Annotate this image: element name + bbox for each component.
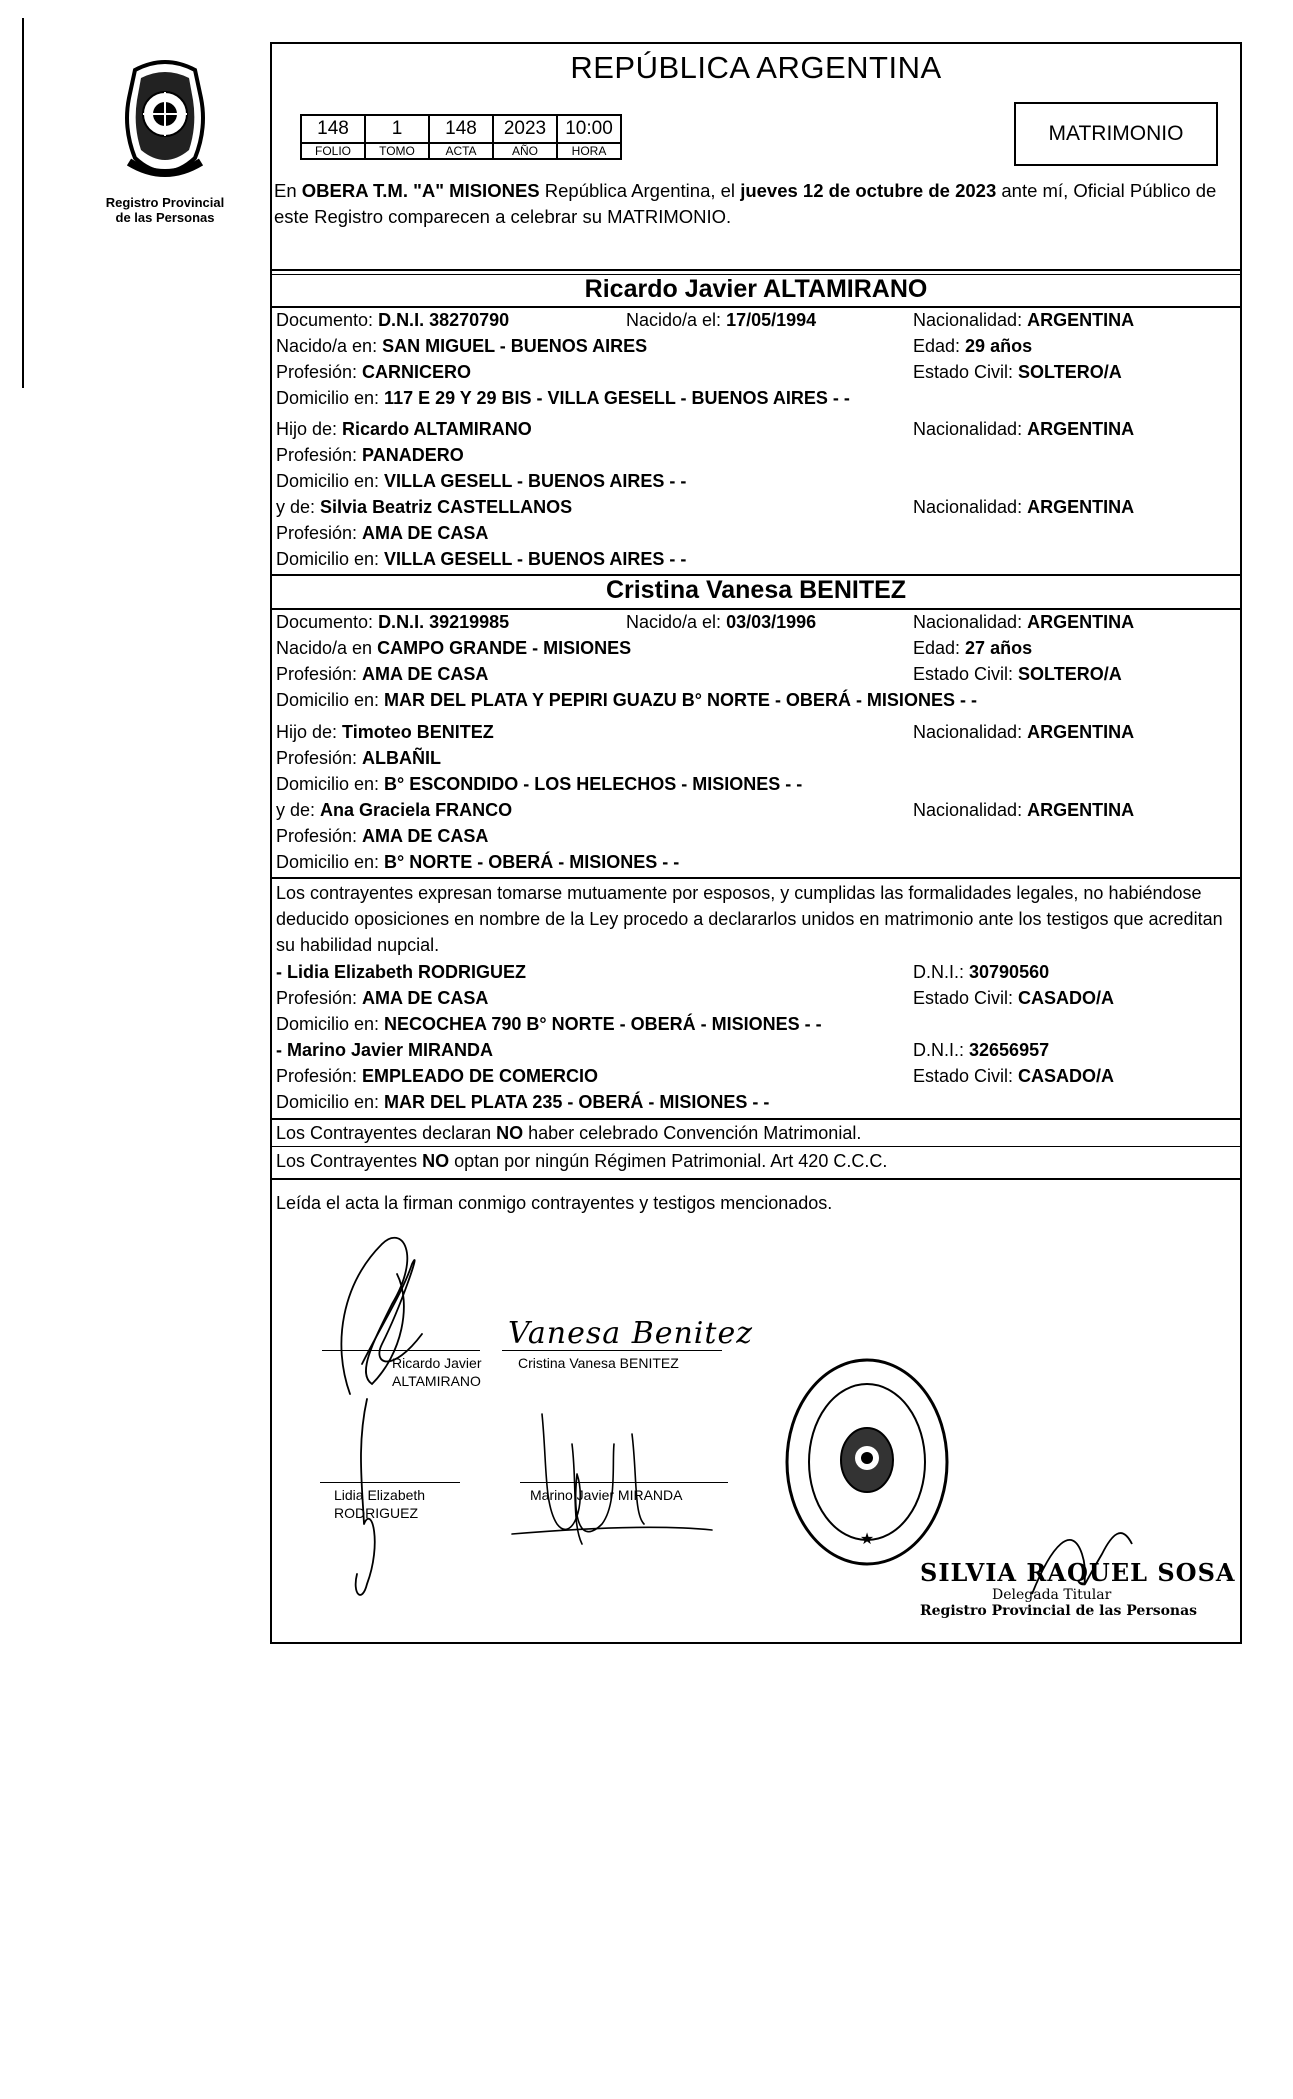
- spouse2-mother-profession: AMA DE CASA: [362, 826, 489, 846]
- spouse1-father-profession-row: [276, 442, 1240, 468]
- witness2-profession: EMPLEADO DE COMERCIO: [362, 1066, 599, 1086]
- convention-no: NO: [496, 1123, 524, 1143]
- witness1-sig-line2: RODRIGUEZ: [334, 1505, 418, 1521]
- official-role: Delegada Titular: [992, 1587, 1112, 1603]
- convention-text: Los Contrayentes declaran: [276, 1123, 497, 1143]
- label-domicilio: Domicilio en:: [276, 471, 385, 491]
- intro-part2: República Argentina, el: [539, 180, 741, 201]
- label-estado-civil: Estado Civil:: [913, 362, 1019, 382]
- label-hijo-de: Hijo de:: [276, 419, 343, 439]
- section-divider: [272, 877, 1240, 879]
- spouse1-father-row: [276, 416, 1240, 442]
- spouse1-name: Ricardo Javier ALTAMIRANO: [584, 275, 928, 303]
- label-hijo-de: Hijo de:: [276, 722, 343, 742]
- acta-value: 148: [429, 115, 493, 143]
- certificate-frame: [270, 42, 1242, 1644]
- anio-label: AÑO: [493, 143, 557, 159]
- section-divider: [272, 1178, 1240, 1180]
- convention-text-end: haber celebrado Convención Matrimonial.: [523, 1123, 862, 1143]
- declaration-paragraph: Los contrayentes expresan tomarse mutuamente por esposos, y cumplidas las formalidades legales, no habiéndose deducido oposiciones en nombre de la Ley procedo a declararlos unidos en matrimonio ante los testigos que acreditan su habilidad nupcial.: [276, 883, 1223, 955]
- section-divider: [272, 1146, 1240, 1147]
- spouse1-mother-name: Silvia Beatriz CASTELLANOS: [320, 497, 573, 517]
- intro-part1: En: [274, 180, 302, 201]
- tomo-value: 1: [365, 115, 429, 143]
- spouse2-father-nationality: ARGENTINA: [1027, 722, 1135, 742]
- registry-logo-label: [100, 195, 230, 225]
- spouse2-row-document: [276, 609, 1240, 635]
- witness1-profession: AMA DE CASA: [362, 988, 489, 1008]
- intro-part3: ante mí, Oficial Público de este Registro comparecen a celebrar su MATRIMONIO.: [274, 180, 1217, 227]
- spouse2-mother-address: B° NORTE - OBERÁ - MISIONES - -: [384, 852, 680, 872]
- spouse2-father-row: [276, 719, 1240, 745]
- label-profesion: Profesión:: [276, 362, 363, 382]
- spouse2-mother-nationality: ARGENTINA: [1027, 800, 1135, 820]
- witness1-address: NECOCHEA 790 B° NORTE - OBERÁ - MISIONES - -: [384, 1014, 822, 1034]
- regime-no: NO: [422, 1151, 450, 1171]
- spouse2-handwritten-signature: Vanesa Benitez: [508, 1316, 754, 1351]
- regime-row: [276, 1148, 1240, 1174]
- witness1-sig-line1: Lidia Elizabeth: [334, 1487, 426, 1503]
- witness1-name-row: [276, 959, 1240, 985]
- spouse1-father-nationality: ARGENTINA: [1027, 419, 1135, 439]
- witness1-name: - Lidia Elizabeth RODRIGUEZ: [276, 962, 527, 982]
- spouse1-row-birthplace: [276, 333, 1240, 359]
- label-dni: D.N.I.:: [913, 962, 970, 982]
- label-profesion: Profesión:: [276, 1066, 363, 1086]
- logo-label-line1: Registro Provincial: [105, 195, 225, 210]
- closing-text: Leída el acta la firman conmigo contrayentes y testigos mencionados.: [276, 1193, 833, 1213]
- spouse1-mother-row: [276, 494, 1240, 520]
- witness1-signature-caption: [334, 1486, 425, 1522]
- spouse1-mother-profession-row: [276, 520, 1240, 546]
- label-documento: Documento:: [276, 310, 379, 330]
- hora-label: HORA: [557, 143, 621, 159]
- witness1-dni: 30790560: [969, 962, 1050, 982]
- tomo-label: TOMO: [365, 143, 429, 159]
- spouse1-row-document: [276, 307, 1240, 333]
- witness2-address-row: [276, 1089, 1240, 1115]
- label-nacionalidad: Nacionalidad:: [913, 612, 1028, 632]
- spouse1-sig-line1: Ricardo Javier: [392, 1355, 482, 1371]
- record-type-box: MATRIMONIO: [1014, 102, 1218, 166]
- spouse2-row-profession: [276, 661, 1240, 687]
- label-nacido-el: Nacido/a el:: [626, 310, 727, 330]
- page-title: REPÚBLICA ARGENTINA: [570, 50, 942, 85]
- spouse1-father-name: Ricardo ALTAMIRANO: [342, 419, 532, 439]
- registry-table: [300, 114, 622, 160]
- spouse2-row-address: [276, 687, 1240, 713]
- label-edad: Edad:: [913, 638, 966, 658]
- spouse2-profession: AMA DE CASA: [362, 664, 489, 684]
- spouse1-father-address-row: [276, 468, 1240, 494]
- label-nacionalidad: Nacionalidad:: [913, 310, 1028, 330]
- label-documento: Documento:: [276, 612, 379, 632]
- witness1-signature-line: [320, 1482, 460, 1483]
- witness1-civil-status: CASADO/A: [1018, 988, 1115, 1008]
- label-dni: D.N.I.:: [913, 1040, 970, 1060]
- spouse1-father-profession: PANADERO: [362, 445, 464, 465]
- folio-label: FOLIO: [301, 143, 365, 159]
- anio-value: 2023: [493, 115, 557, 143]
- spouse2-name: Cristina Vanesa BENITEZ: [605, 576, 907, 604]
- misiones-seal-icon: [115, 58, 215, 188]
- section-divider: [272, 269, 1240, 271]
- label-nacido-el: Nacido/a el:: [626, 612, 727, 632]
- witness2-name: - Marino Javier MIRANDA: [276, 1040, 494, 1060]
- intro-date: jueves 12 de octubre de 2023: [740, 180, 997, 201]
- spouse1-birth-date: 17/05/1994: [726, 310, 817, 330]
- spouse2-birthplace: CAMPO GRANDE - MISIONES: [377, 638, 632, 658]
- spouse2-address: MAR DEL PLATA Y PEPIRI GUAZU B° NORTE - OBERÁ - MISIONES - -: [384, 690, 977, 710]
- witness1-profession-row: [276, 985, 1240, 1011]
- spouse2-mother-name: Ana Graciela FRANCO: [320, 800, 513, 820]
- spouse1-birthplace: SAN MIGUEL - BUENOS AIRES: [382, 336, 648, 356]
- spouse1-profession: CARNICERO: [362, 362, 472, 382]
- spouse2-civil-status: SOLTERO/A: [1018, 664, 1122, 684]
- spouse2-nationality: ARGENTINA: [1027, 612, 1135, 632]
- logo-label-line2: de las Personas: [115, 210, 215, 225]
- official-org: Registro Provincial de las Personas: [920, 1603, 1198, 1619]
- witness2-signature-caption: Marino Javier MIRANDA: [530, 1487, 683, 1503]
- official-stamp-icon: [782, 1352, 952, 1572]
- spouse1-mother-address-row: [276, 546, 1240, 572]
- witness2-signature-drawing: [512, 1414, 712, 1544]
- spouse2-documento: D.N.I. 39219985: [378, 612, 510, 632]
- hora-value: 10:00: [557, 115, 621, 143]
- spouse1-signature-caption: [392, 1354, 481, 1390]
- spouse1-row-profession: [276, 359, 1240, 385]
- intro-place: OBERA T.M. "A" MISIONES: [301, 180, 540, 201]
- label-domicilio: Domicilio en:: [276, 1092, 385, 1112]
- spouse1-civil-status: SOLTERO/A: [1018, 362, 1122, 382]
- convention-row: [276, 1120, 1240, 1146]
- spouse1-mother-address: VILLA GESELL - BUENOS AIRES - -: [384, 549, 687, 569]
- witness2-dni: 32656957: [969, 1040, 1050, 1060]
- spouse1-signature-line: [322, 1350, 480, 1351]
- label-y-de: y de:: [276, 497, 321, 517]
- regime-text: Los Contrayentes: [276, 1151, 423, 1171]
- label-domicilio: Domicilio en:: [276, 690, 385, 710]
- spouse2-father-name: Timoteo BENITEZ: [342, 722, 494, 742]
- spouse2-mother-address-row: [276, 849, 1240, 875]
- label-profesion: Profesión:: [276, 988, 363, 1008]
- spouse1-row-address: [276, 385, 1240, 411]
- label-edad: Edad:: [913, 336, 966, 356]
- label-nacionalidad: Nacionalidad:: [913, 722, 1028, 742]
- regime-text-end: optan por ningún Régimen Patrimonial. Art 420 C.C.C.: [449, 1151, 888, 1171]
- label-y-de: y de:: [276, 800, 321, 820]
- witness1-address-row: [276, 1011, 1240, 1037]
- spouse2-father-profession-row: [276, 745, 1240, 771]
- witness2-profession-row: [276, 1063, 1240, 1089]
- spouse1-father-address: VILLA GESELL - BUENOS AIRES - -: [384, 471, 687, 491]
- label-nacido-en: Nacido/a en: [276, 638, 378, 658]
- spouse1-signature-drawing: [341, 1238, 422, 1595]
- label-profesion: Profesión:: [276, 664, 363, 684]
- official-name: SILVIA RAQUEL SOSA: [920, 1558, 1236, 1587]
- label-profesion: Profesión:: [276, 748, 363, 768]
- acta-label: ACTA: [429, 143, 493, 159]
- spouse2-father-address: B° ESCONDIDO - LOS HELECHOS - MISIONES - -: [384, 774, 803, 794]
- witness2-address: MAR DEL PLATA 235 - OBERÁ - MISIONES - -: [384, 1092, 770, 1112]
- spouse1-documento: D.N.I. 38270790: [378, 310, 510, 330]
- svg-text:★: ★: [859, 1529, 875, 1548]
- spouse1-mother-profession: AMA DE CASA: [362, 523, 489, 543]
- official-handwritten-signature: [1012, 1514, 1152, 1604]
- left-margin-line: [22, 18, 24, 388]
- spouse1-age: 29 años: [965, 336, 1033, 356]
- spouse2-age: 27 años: [965, 638, 1033, 658]
- spouse1-sig-line2: ALTAMIRANO: [392, 1373, 481, 1389]
- intro-paragraph: [274, 178, 1240, 230]
- witness2-signature-line: [520, 1482, 728, 1483]
- label-estado-civil: Estado Civil:: [913, 988, 1019, 1008]
- label-profesion: Profesión:: [276, 523, 363, 543]
- label-estado-civil: Estado Civil:: [913, 664, 1019, 684]
- spouse1-mother-nationality: ARGENTINA: [1027, 497, 1135, 517]
- spouse1-nationality: ARGENTINA: [1027, 310, 1135, 330]
- label-estado-civil: Estado Civil:: [913, 1066, 1019, 1086]
- closing-row: [276, 1190, 1240, 1216]
- label-profesion: Profesión:: [276, 445, 363, 465]
- spouse2-birth-date: 03/03/1996: [726, 612, 817, 632]
- spouse2-signature-caption: Cristina Vanesa BENITEZ: [518, 1355, 679, 1371]
- label-domicilio: Domicilio en:: [276, 549, 385, 569]
- registry-logo: [100, 58, 230, 225]
- spouse2-mother-profession-row: [276, 823, 1240, 849]
- witness2-name-row: [276, 1037, 1240, 1063]
- label-nacido-en: Nacido/a en:: [276, 336, 383, 356]
- spouse2-signature-line: [502, 1350, 722, 1351]
- folio-value: 148: [301, 115, 365, 143]
- label-nacionalidad: Nacionalidad:: [913, 419, 1028, 439]
- spouse1-address: 117 E 29 Y 29 BIS - VILLA GESELL - BUENOS AIRES - -: [384, 388, 850, 408]
- label-domicilio: Domicilio en:: [276, 1014, 385, 1034]
- label-domicilio: Domicilio en:: [276, 852, 385, 872]
- spouse2-mother-row: [276, 797, 1240, 823]
- label-domicilio: Domicilio en:: [276, 388, 385, 408]
- spouse2-row-birthplace: [276, 635, 1240, 661]
- spouse2-father-profession: ALBAÑIL: [362, 748, 442, 768]
- spouse2-father-address-row: [276, 771, 1240, 797]
- label-domicilio: Domicilio en:: [276, 774, 385, 794]
- label-nacionalidad: Nacionalidad:: [913, 497, 1028, 517]
- witness2-civil-status: CASADO/A: [1018, 1066, 1115, 1086]
- label-nacionalidad: Nacionalidad:: [913, 800, 1028, 820]
- label-profesion: Profesión:: [276, 826, 363, 846]
